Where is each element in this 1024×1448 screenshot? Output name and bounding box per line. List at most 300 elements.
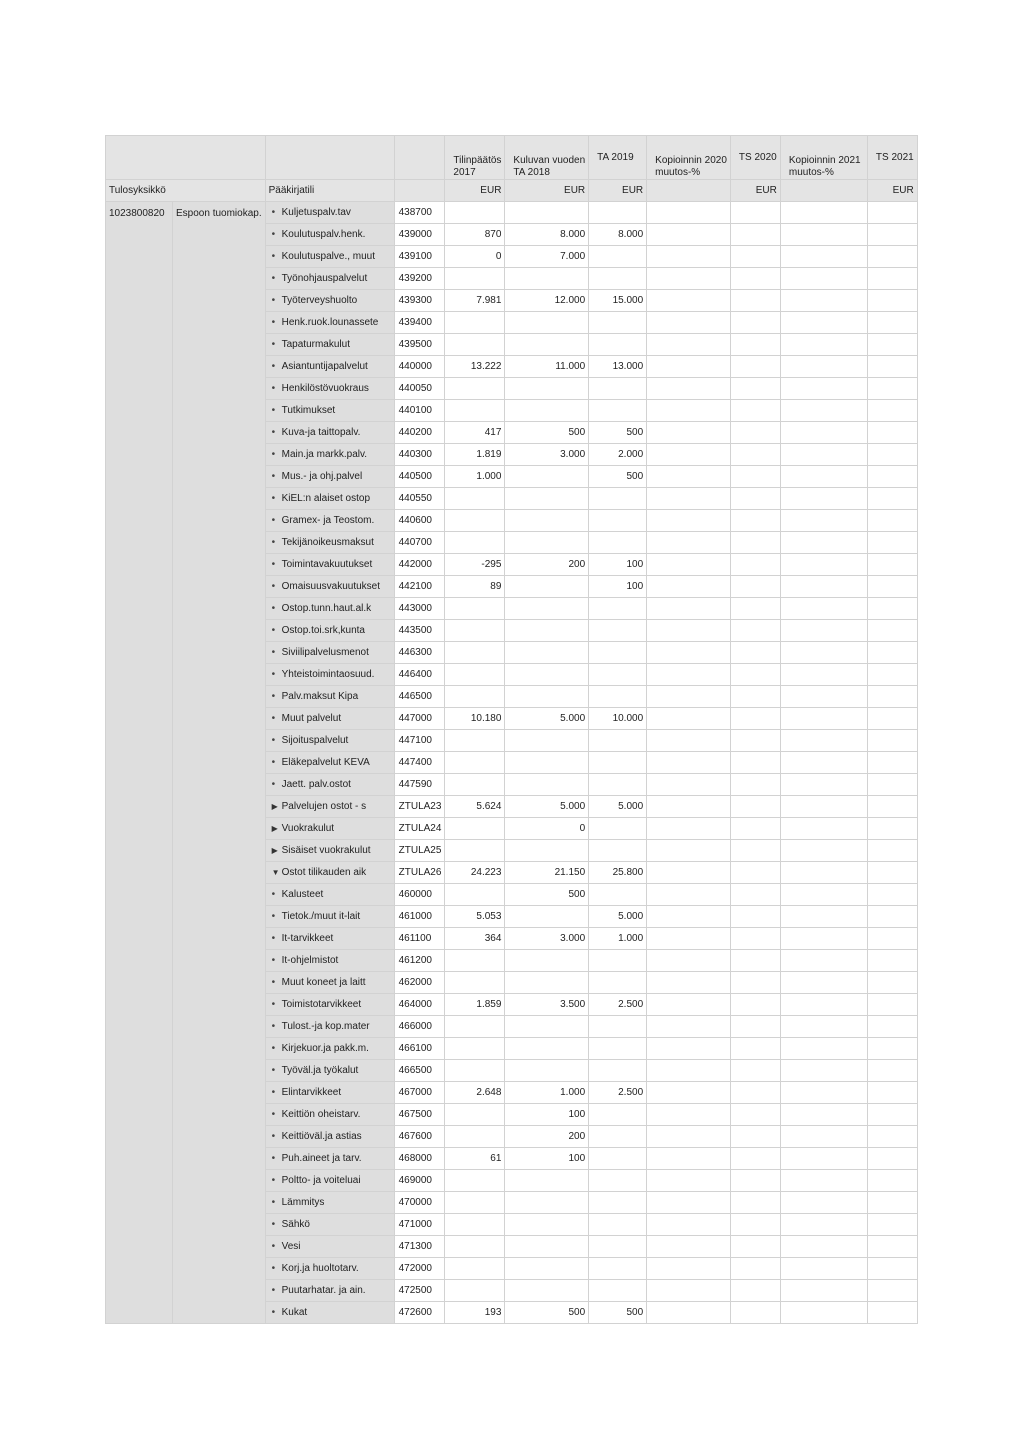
value-tp2017[interactable]: 61: [445, 1148, 505, 1170]
value-ts2021[interactable]: [867, 400, 917, 422]
value-ts2021[interactable]: [867, 466, 917, 488]
account-name-cell[interactable]: [265, 1214, 394, 1236]
value-ta2018[interactable]: 21.150: [505, 862, 589, 884]
value-ts2020[interactable]: [730, 466, 780, 488]
value-ta2019[interactable]: [589, 1192, 647, 1214]
account-name-cell[interactable]: [265, 1192, 394, 1214]
account-name-cell[interactable]: [265, 906, 394, 928]
value-tp2017[interactable]: 870: [445, 224, 505, 246]
value-tp2017[interactable]: [445, 840, 505, 862]
account-name-cell[interactable]: [265, 598, 394, 620]
value-ta2019[interactable]: [589, 400, 647, 422]
value-ts2021[interactable]: [867, 906, 917, 928]
value-kop2020[interactable]: [647, 202, 731, 224]
value-kop2020[interactable]: [647, 532, 731, 554]
value-ta2019[interactable]: [589, 598, 647, 620]
value-tp2017[interactable]: 13.222: [445, 356, 505, 378]
value-ts2021[interactable]: [867, 1104, 917, 1126]
value-kop2021[interactable]: [780, 356, 867, 378]
value-tp2017[interactable]: 417: [445, 422, 505, 444]
value-ta2018[interactable]: [505, 1214, 589, 1236]
value-kop2021[interactable]: [780, 246, 867, 268]
value-ts2020[interactable]: [730, 400, 780, 422]
value-ta2019[interactable]: [589, 1214, 647, 1236]
value-ts2021[interactable]: [867, 972, 917, 994]
value-kop2021[interactable]: [780, 774, 867, 796]
value-ts2020[interactable]: [730, 686, 780, 708]
value-ts2020[interactable]: [730, 774, 780, 796]
value-ts2020[interactable]: [730, 818, 780, 840]
value-ta2018[interactable]: 1.000: [505, 1082, 589, 1104]
value-kop2020[interactable]: [647, 686, 731, 708]
value-kop2020[interactable]: [647, 1280, 731, 1302]
account-name-cell[interactable]: [265, 290, 394, 312]
value-kop2020[interactable]: [647, 1192, 731, 1214]
value-kop2021[interactable]: [780, 752, 867, 774]
account-name-cell[interactable]: [265, 224, 394, 246]
value-ta2019[interactable]: [589, 1258, 647, 1280]
value-ts2021[interactable]: [867, 1082, 917, 1104]
value-tp2017[interactable]: 7.981: [445, 290, 505, 312]
value-tp2017[interactable]: [445, 1258, 505, 1280]
value-ts2020[interactable]: [730, 1016, 780, 1038]
value-kop2021[interactable]: [780, 708, 867, 730]
value-ts2020[interactable]: [730, 488, 780, 510]
value-ta2019[interactable]: 500: [589, 422, 647, 444]
value-kop2020[interactable]: [647, 488, 731, 510]
value-kop2021[interactable]: [780, 334, 867, 356]
account-name-cell[interactable]: [265, 532, 394, 554]
value-kop2021[interactable]: [780, 1302, 867, 1324]
value-ts2021[interactable]: [867, 312, 917, 334]
value-ts2021[interactable]: [867, 664, 917, 686]
value-ta2019[interactable]: [589, 1060, 647, 1082]
value-ta2019[interactable]: [589, 510, 647, 532]
value-ts2020[interactable]: [730, 1038, 780, 1060]
value-ta2019[interactable]: [589, 642, 647, 664]
value-ta2019[interactable]: 500: [589, 1302, 647, 1324]
value-tp2017[interactable]: [445, 488, 505, 510]
value-ts2020[interactable]: [730, 1060, 780, 1082]
value-ts2021[interactable]: [867, 1126, 917, 1148]
collapsed-triangle-icon[interactable]: ▶: [271, 824, 278, 833]
value-ts2021[interactable]: [867, 928, 917, 950]
value-ts2020[interactable]: [730, 1170, 780, 1192]
value-ts2021[interactable]: [867, 488, 917, 510]
value-kop2021[interactable]: [780, 1148, 867, 1170]
value-ts2021[interactable]: [867, 884, 917, 906]
value-tp2017[interactable]: [445, 1038, 505, 1060]
value-ts2021[interactable]: [867, 246, 917, 268]
value-ts2020[interactable]: [730, 1192, 780, 1214]
value-tp2017[interactable]: [445, 1236, 505, 1258]
account-name-cell[interactable]: [265, 334, 394, 356]
value-ts2020[interactable]: [730, 356, 780, 378]
value-kop2020[interactable]: [647, 818, 731, 840]
value-kop2021[interactable]: [780, 642, 867, 664]
value-kop2020[interactable]: [647, 752, 731, 774]
account-name-cell[interactable]: [265, 488, 394, 510]
value-kop2021[interactable]: [780, 488, 867, 510]
value-ta2018[interactable]: [505, 312, 589, 334]
value-ts2021[interactable]: [867, 1236, 917, 1258]
value-kop2020[interactable]: [647, 1258, 731, 1280]
account-name-cell[interactable]: [265, 444, 394, 466]
value-tp2017[interactable]: [445, 400, 505, 422]
value-ts2021[interactable]: [867, 1258, 917, 1280]
account-name-cell[interactable]: [265, 554, 394, 576]
value-ts2020[interactable]: [730, 290, 780, 312]
account-name-cell[interactable]: [265, 1148, 394, 1170]
value-ts2020[interactable]: [730, 928, 780, 950]
account-name-cell[interactable]: [265, 576, 394, 598]
value-ta2019[interactable]: [589, 378, 647, 400]
value-ts2020[interactable]: [730, 1302, 780, 1324]
value-tp2017[interactable]: 89: [445, 576, 505, 598]
value-ta2019[interactable]: 5.000: [589, 906, 647, 928]
value-ta2019[interactable]: 10.000: [589, 708, 647, 730]
value-ta2018[interactable]: [505, 620, 589, 642]
value-ta2018[interactable]: 500: [505, 884, 589, 906]
value-tp2017[interactable]: [445, 1170, 505, 1192]
value-ts2020[interactable]: [730, 224, 780, 246]
value-kop2020[interactable]: [647, 378, 731, 400]
value-ts2020[interactable]: [730, 840, 780, 862]
value-kop2021[interactable]: [780, 290, 867, 312]
account-name-cell[interactable]: [265, 268, 394, 290]
account-name-cell[interactable]: [265, 1126, 394, 1148]
value-ta2019[interactable]: [589, 488, 647, 510]
value-ta2018[interactable]: [505, 268, 589, 290]
value-ts2021[interactable]: [867, 1016, 917, 1038]
value-ts2021[interactable]: [867, 554, 917, 576]
value-kop2021[interactable]: [780, 378, 867, 400]
account-name-cell[interactable]: [265, 1170, 394, 1192]
value-kop2021[interactable]: [780, 312, 867, 334]
value-tp2017[interactable]: [445, 1016, 505, 1038]
value-ts2020[interactable]: [730, 1104, 780, 1126]
value-ts2020[interactable]: [730, 576, 780, 598]
value-ts2020[interactable]: [730, 862, 780, 884]
value-ta2018[interactable]: [505, 906, 589, 928]
value-ts2020[interactable]: [730, 906, 780, 928]
value-ta2019[interactable]: [589, 1126, 647, 1148]
value-ts2021[interactable]: [867, 1060, 917, 1082]
account-name-cell[interactable]: [265, 620, 394, 642]
account-name-cell[interactable]: [265, 246, 394, 268]
value-tp2017[interactable]: [445, 1060, 505, 1082]
value-kop2021[interactable]: [780, 1192, 867, 1214]
account-name-cell[interactable]: [265, 1060, 394, 1082]
value-ts2020[interactable]: [730, 510, 780, 532]
value-ts2020[interactable]: [730, 620, 780, 642]
value-tp2017[interactable]: 10.180: [445, 708, 505, 730]
value-kop2021[interactable]: [780, 224, 867, 246]
account-name-cell[interactable]: [265, 1258, 394, 1280]
value-ta2019[interactable]: [589, 752, 647, 774]
value-tp2017[interactable]: 0: [445, 246, 505, 268]
value-tp2017[interactable]: [445, 686, 505, 708]
value-ta2019[interactable]: 25.800: [589, 862, 647, 884]
value-ta2018[interactable]: 0: [505, 818, 589, 840]
value-ta2019[interactable]: [589, 884, 647, 906]
value-kop2020[interactable]: [647, 884, 731, 906]
value-kop2021[interactable]: [780, 1126, 867, 1148]
value-ta2018[interactable]: [505, 950, 589, 972]
value-kop2020[interactable]: [647, 1214, 731, 1236]
value-tp2017[interactable]: [445, 950, 505, 972]
value-kop2021[interactable]: [780, 1236, 867, 1258]
value-ta2018[interactable]: 200: [505, 1126, 589, 1148]
value-ts2021[interactable]: [867, 1192, 917, 1214]
value-ts2020[interactable]: [730, 708, 780, 730]
value-kop2020[interactable]: [647, 400, 731, 422]
value-kop2021[interactable]: [780, 532, 867, 554]
value-ta2018[interactable]: [505, 1038, 589, 1060]
value-ta2019[interactable]: 2.000: [589, 444, 647, 466]
value-kop2021[interactable]: [780, 510, 867, 532]
value-ta2018[interactable]: [505, 202, 589, 224]
value-ta2018[interactable]: [505, 1060, 589, 1082]
value-kop2020[interactable]: [647, 1302, 731, 1324]
value-ts2020[interactable]: [730, 268, 780, 290]
value-ts2021[interactable]: [867, 642, 917, 664]
value-tp2017[interactable]: [445, 752, 505, 774]
value-tp2017[interactable]: [445, 532, 505, 554]
account-name-cell[interactable]: [265, 928, 394, 950]
value-ta2018[interactable]: 3.500: [505, 994, 589, 1016]
value-ta2019[interactable]: [589, 620, 647, 642]
value-kop2020[interactable]: [647, 928, 731, 950]
value-ta2018[interactable]: 500: [505, 1302, 589, 1324]
value-tp2017[interactable]: [445, 1280, 505, 1302]
value-ts2020[interactable]: [730, 730, 780, 752]
value-ts2020[interactable]: [730, 1214, 780, 1236]
value-tp2017[interactable]: 193: [445, 1302, 505, 1324]
account-name-cell[interactable]: [265, 202, 394, 224]
value-kop2020[interactable]: [647, 664, 731, 686]
value-ta2018[interactable]: [505, 510, 589, 532]
value-tp2017[interactable]: [445, 1192, 505, 1214]
value-tp2017[interactable]: [445, 312, 505, 334]
account-name-cell[interactable]: [265, 994, 394, 1016]
value-kop2021[interactable]: [780, 1258, 867, 1280]
value-ts2021[interactable]: [867, 862, 917, 884]
account-name-cell[interactable]: [265, 1302, 394, 1324]
value-ta2019[interactable]: [589, 334, 647, 356]
value-kop2021[interactable]: [780, 686, 867, 708]
expanded-triangle-icon[interactable]: ▼: [271, 868, 280, 877]
value-tp2017[interactable]: [445, 774, 505, 796]
value-ta2019[interactable]: [589, 818, 647, 840]
account-name-cell[interactable]: [265, 1016, 394, 1038]
value-ts2021[interactable]: [867, 334, 917, 356]
value-ts2021[interactable]: [867, 994, 917, 1016]
value-ts2020[interactable]: [730, 202, 780, 224]
value-kop2021[interactable]: [780, 620, 867, 642]
value-ta2019[interactable]: [589, 1280, 647, 1302]
value-ta2018[interactable]: 8.000: [505, 224, 589, 246]
value-ts2020[interactable]: [730, 1258, 780, 1280]
value-tp2017[interactable]: [445, 510, 505, 532]
value-ts2021[interactable]: [867, 840, 917, 862]
value-ts2021[interactable]: [867, 774, 917, 796]
value-ta2019[interactable]: [589, 532, 647, 554]
value-ta2019[interactable]: 100: [589, 554, 647, 576]
value-kop2021[interactable]: [780, 950, 867, 972]
value-ts2021[interactable]: [867, 510, 917, 532]
value-ta2019[interactable]: 1.000: [589, 928, 647, 950]
value-ts2021[interactable]: [867, 268, 917, 290]
account-name-cell[interactable]: [265, 510, 394, 532]
value-tp2017[interactable]: [445, 972, 505, 994]
value-tp2017[interactable]: [445, 1214, 505, 1236]
value-ta2018[interactable]: [505, 488, 589, 510]
value-kop2020[interactable]: [647, 950, 731, 972]
value-kop2020[interactable]: [647, 1016, 731, 1038]
value-kop2020[interactable]: [647, 862, 731, 884]
value-ta2019[interactable]: [589, 686, 647, 708]
value-kop2021[interactable]: [780, 1082, 867, 1104]
account-name-cell[interactable]: [265, 466, 394, 488]
value-kop2021[interactable]: [780, 1060, 867, 1082]
value-ta2018[interactable]: [505, 972, 589, 994]
value-ta2019[interactable]: [589, 202, 647, 224]
value-ts2020[interactable]: [730, 1126, 780, 1148]
value-ts2021[interactable]: [867, 422, 917, 444]
value-ts2021[interactable]: [867, 202, 917, 224]
account-name-cell[interactable]: [265, 972, 394, 994]
value-ta2018[interactable]: [505, 1236, 589, 1258]
value-kop2020[interactable]: [647, 994, 731, 1016]
account-name-cell[interactable]: [265, 752, 394, 774]
value-kop2020[interactable]: [647, 444, 731, 466]
value-ts2021[interactable]: [867, 818, 917, 840]
value-ts2021[interactable]: [867, 796, 917, 818]
value-kop2020[interactable]: [647, 510, 731, 532]
value-kop2020[interactable]: [647, 554, 731, 576]
value-ta2019[interactable]: [589, 950, 647, 972]
value-ts2021[interactable]: [867, 950, 917, 972]
value-kop2021[interactable]: [780, 598, 867, 620]
value-ta2019[interactable]: 15.000: [589, 290, 647, 312]
value-tp2017[interactable]: 1.859: [445, 994, 505, 1016]
value-ta2018[interactable]: [505, 1192, 589, 1214]
value-ts2020[interactable]: [730, 664, 780, 686]
value-ta2019[interactable]: [589, 774, 647, 796]
value-ta2019[interactable]: [589, 1016, 647, 1038]
value-ta2018[interactable]: 5.000: [505, 796, 589, 818]
value-kop2021[interactable]: [780, 444, 867, 466]
account-name-cell[interactable]: [265, 818, 394, 840]
value-ta2018[interactable]: 12.000: [505, 290, 589, 312]
value-tp2017[interactable]: [445, 202, 505, 224]
value-ta2018[interactable]: 500: [505, 422, 589, 444]
value-kop2020[interactable]: [647, 1104, 731, 1126]
value-ts2021[interactable]: [867, 224, 917, 246]
value-ts2021[interactable]: [867, 686, 917, 708]
value-kop2021[interactable]: [780, 730, 867, 752]
account-name-cell[interactable]: [265, 730, 394, 752]
value-ts2021[interactable]: [867, 1302, 917, 1324]
value-tp2017[interactable]: [445, 620, 505, 642]
value-ta2018[interactable]: [505, 642, 589, 664]
value-ts2020[interactable]: [730, 334, 780, 356]
value-kop2020[interactable]: [647, 620, 731, 642]
value-ts2021[interactable]: [867, 1214, 917, 1236]
value-kop2021[interactable]: [780, 972, 867, 994]
value-ta2018[interactable]: [505, 686, 589, 708]
value-ts2020[interactable]: [730, 312, 780, 334]
value-ts2021[interactable]: [867, 444, 917, 466]
value-kop2020[interactable]: [647, 576, 731, 598]
account-name-cell[interactable]: [265, 1082, 394, 1104]
value-tp2017[interactable]: [445, 1104, 505, 1126]
value-ta2018[interactable]: [505, 1258, 589, 1280]
value-kop2020[interactable]: [647, 246, 731, 268]
value-ts2020[interactable]: [730, 994, 780, 1016]
value-kop2021[interactable]: [780, 1038, 867, 1060]
value-kop2020[interactable]: [647, 1060, 731, 1082]
value-ts2020[interactable]: [730, 554, 780, 576]
value-ta2019[interactable]: [589, 730, 647, 752]
value-ts2021[interactable]: [867, 532, 917, 554]
value-tp2017[interactable]: [445, 268, 505, 290]
value-ts2020[interactable]: [730, 246, 780, 268]
value-ta2018[interactable]: [505, 334, 589, 356]
value-ts2020[interactable]: [730, 950, 780, 972]
value-ta2018[interactable]: 100: [505, 1104, 589, 1126]
value-kop2021[interactable]: [780, 862, 867, 884]
value-ts2020[interactable]: [730, 752, 780, 774]
value-kop2021[interactable]: [780, 466, 867, 488]
collapsed-triangle-icon[interactable]: ▶: [271, 846, 278, 855]
value-ta2018[interactable]: 3.000: [505, 444, 589, 466]
value-ts2020[interactable]: [730, 1236, 780, 1258]
account-name-cell[interactable]: [265, 950, 394, 972]
value-kop2021[interactable]: [780, 906, 867, 928]
value-kop2021[interactable]: [780, 1104, 867, 1126]
value-kop2021[interactable]: [780, 422, 867, 444]
account-name-cell[interactable]: [265, 1236, 394, 1258]
value-tp2017[interactable]: [445, 664, 505, 686]
value-kop2020[interactable]: [647, 642, 731, 664]
value-ta2019[interactable]: [589, 1038, 647, 1060]
value-ta2018[interactable]: [505, 1016, 589, 1038]
value-ta2018[interactable]: [505, 774, 589, 796]
value-ts2020[interactable]: [730, 1148, 780, 1170]
value-kop2020[interactable]: [647, 1148, 731, 1170]
collapsed-triangle-icon[interactable]: ▶: [271, 802, 278, 811]
value-ts2021[interactable]: [867, 620, 917, 642]
value-ta2019[interactable]: 5.000: [589, 796, 647, 818]
value-ta2018[interactable]: [505, 400, 589, 422]
value-kop2020[interactable]: [647, 1038, 731, 1060]
value-tp2017[interactable]: -295: [445, 554, 505, 576]
account-name-cell[interactable]: [265, 840, 394, 862]
account-name-cell[interactable]: [265, 686, 394, 708]
value-ts2021[interactable]: [867, 752, 917, 774]
value-ta2019[interactable]: 2.500: [589, 994, 647, 1016]
value-ts2021[interactable]: [867, 576, 917, 598]
value-tp2017[interactable]: 364: [445, 928, 505, 950]
value-ts2020[interactable]: [730, 532, 780, 554]
value-kop2020[interactable]: [647, 422, 731, 444]
value-ts2021[interactable]: [867, 1148, 917, 1170]
value-ta2019[interactable]: [589, 1236, 647, 1258]
value-kop2020[interactable]: [647, 466, 731, 488]
value-kop2020[interactable]: [647, 972, 731, 994]
